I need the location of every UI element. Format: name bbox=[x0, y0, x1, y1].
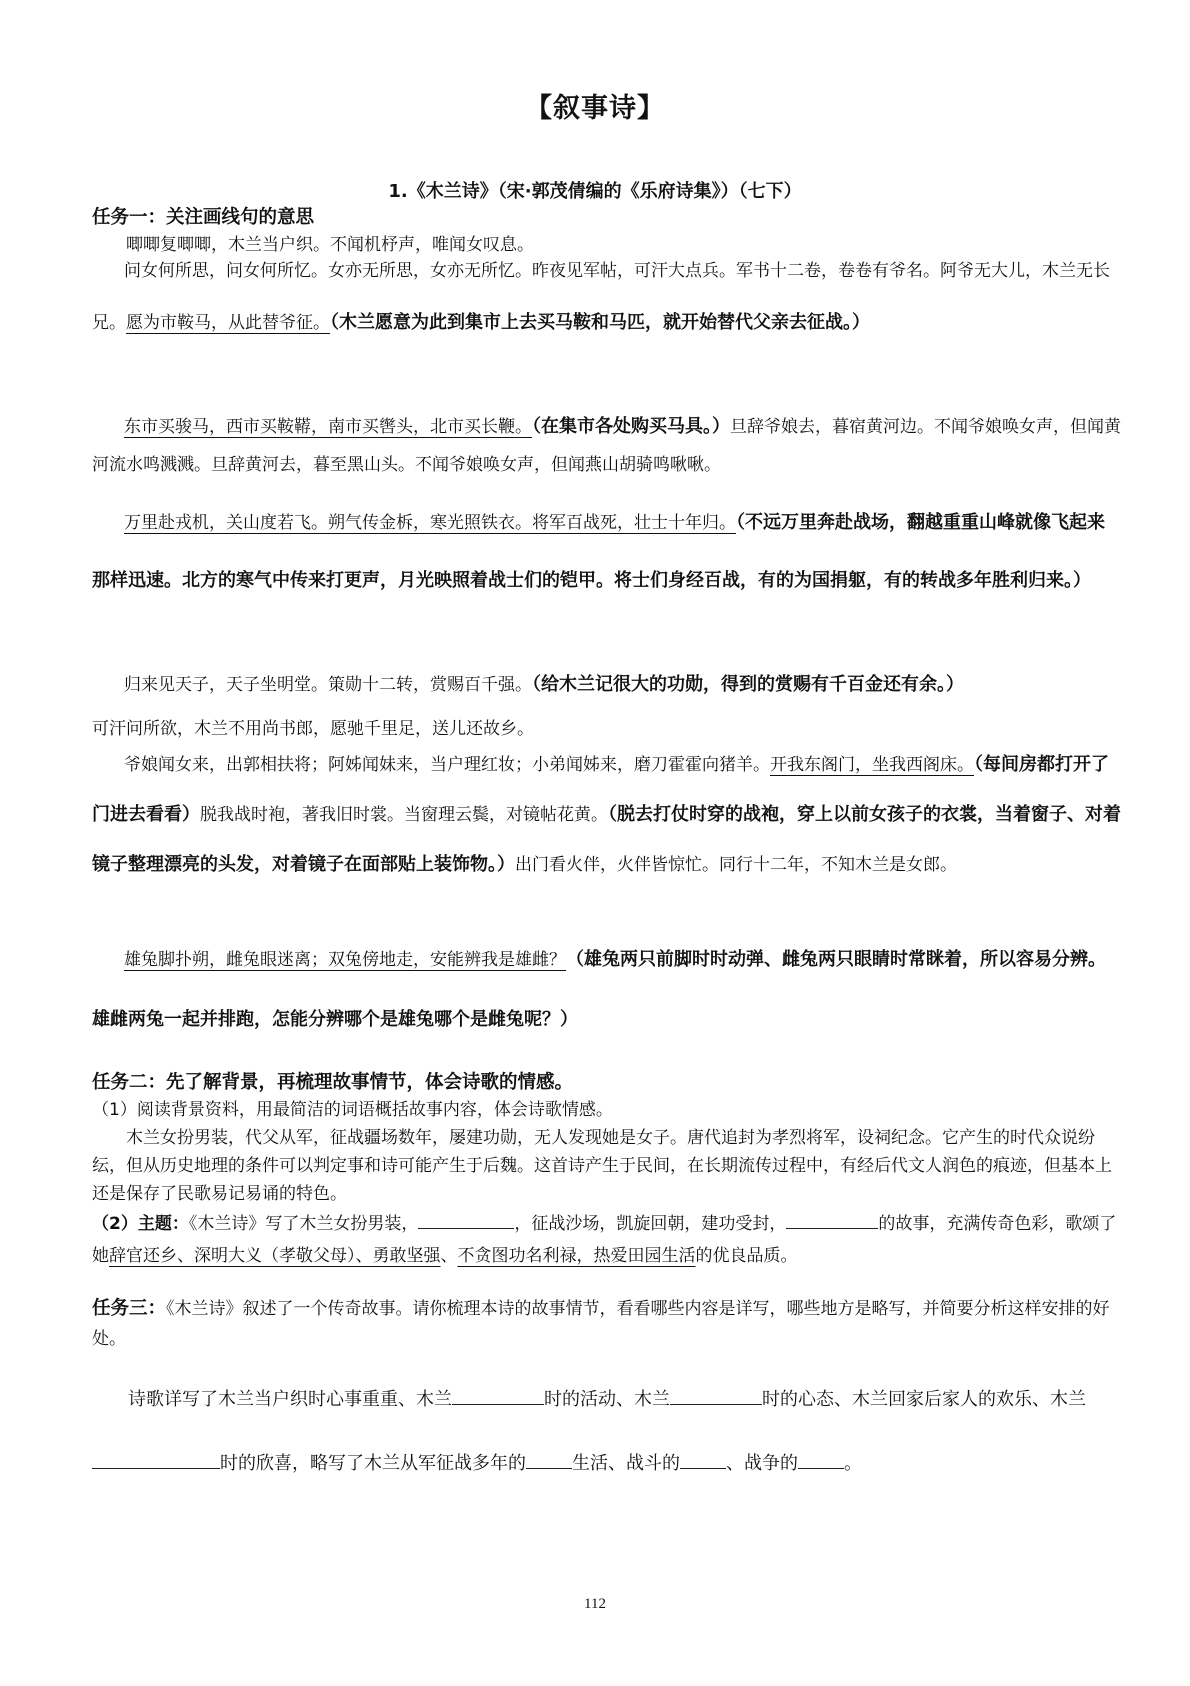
answer-blank[interactable] bbox=[526, 1450, 572, 1469]
section-title: 【叙事诗】 bbox=[525, 93, 665, 124]
task1-para-6: 可汗问所欲，木兰不用尚书郎，愿驰千里足，送儿还故乡。 bbox=[92, 719, 534, 739]
task1-para-7: 爷娘闻女来，出郭相扶将；阿姊闻妹来，当户理红妆；小弟闻姊来，磨刀霍霍向猪羊。开我东阁门，坐我西阁床。（每间房都打开了门进去看看）脱我战时袍，著我旧时裳。当窗理云鬓，对镜帖花黄。（脱去打仗时穿的战袍，穿上以前女孩子的衣裳，当着窗子、对着镜子整理漂亮的头发，对着镜子在面部贴上装饰物。）出门看火伴，火伴皆惊忙。同行十二年，不知木兰是女郎。 bbox=[92, 754, 1121, 875]
task1-para-4: 万里赴戎机，关山度若飞。朔气传金柝，寒光照铁衣。将军百战死，壮士十年归。（不远万里奔赴战场，翻越重重山峰就像飞起来那样迅速。北方的寒气中传来打更声，月光映照着战士们的铠甲。将士们身经百战，有的为国捐躯，有的转战多年胜利归来。） bbox=[92, 512, 1105, 591]
answer-blank[interactable] bbox=[92, 1450, 220, 1469]
task2-question-1: （1）阅读背景资料，用最简洁的词语概括故事内容，体会诗歌情感。 bbox=[92, 1100, 613, 1120]
task1-para-1: 唧唧复唧唧，木兰当户织。不闻机杼声，唯闻女叹息。 bbox=[126, 235, 534, 255]
answer-blank[interactable] bbox=[798, 1450, 844, 1469]
answer-blank[interactable] bbox=[670, 1386, 762, 1405]
task3-answer: 诗歌详写了木兰当户织时心事重重、木兰 时的活动、木兰 时的心态、木兰回家后家人的欢乐、木兰时的欣喜，略写了木兰从军征战多年的 生活、战斗的 、战争的 。 bbox=[92, 1368, 1122, 1496]
answer-blank[interactable] bbox=[786, 1210, 878, 1229]
task2-background: 木兰女扮男装，代父从军，征战疆场数年，屡建功勋，无人发现她是女子。唐代追封为孝烈将军，设祠纪念。它产生的时代众说纷纭，但从历史地理的条件可以判定事和诗可能产生于后魏。这首诗产生于民间，在长期流传过程中，有经后代文人润色的痕迹，但基本上还是保存了民歌易记易诵的特色。 bbox=[92, 1128, 1112, 1204]
task3-question: 任务三：《木兰诗》叙述了一个传奇故事。请你梳理本诗的故事情节，看看哪些内容是详写，哪些地方是略写，并简要分析这样安排的好处。 bbox=[92, 1298, 1110, 1349]
task2-heading: 任务二：先了解背景，再梳理故事情节，体会诗歌的情感。 bbox=[92, 1072, 574, 1093]
page-number: 112 bbox=[584, 1596, 606, 1612]
answer-blank[interactable] bbox=[452, 1386, 544, 1405]
task1-para-2: 问女何所思，问女何所忆。女亦无所思，女亦无所忆。昨夜见军帖，可汗大点兵。军书十二卷，卷卷有爷名。阿爷无大儿，木兰无长兄。愿为市鞍马，从此替爷征。（木兰愿意为此到集市上去买马鞍和马匹，就开始替代父亲去征战。） bbox=[92, 261, 1110, 333]
task1-para-3: 东市买骏马，西市买鞍鞯，南市买辔头，北市买长鞭。（在集市各处购买马具。）旦辞爷娘去，暮宿黄河边。不闻爷娘唤女声，但闻黄河流水鸣溅溅。旦辞黄河去，暮至黑山头。不闻爷娘唤女声，但闻燕山胡骑鸣啾啾。 bbox=[92, 416, 1121, 475]
task1-para-5: 归来见天子，天子坐明堂。策勋十二转，赏赐百千强。（给木兰记很大的功勋，得到的赏赐有千百金还有余。） bbox=[124, 674, 964, 695]
poem-subtitle: 1.《木兰诗》（宋·郭茂倩编的《乐府诗集》）（七下） bbox=[388, 181, 802, 202]
task1-para-8: 雄兔脚扑朔，雌兔眼迷离；双兔傍地走，安能辨我是雄雌？（雄兔两只前脚时时动弹、雌兔两只眼睛时常眯着，所以容易分辨。雄雌两兔一起并排跑，怎能分辨哪个是雄兔哪个是雌兔呢？） bbox=[92, 949, 1106, 1030]
answer-blank[interactable] bbox=[418, 1210, 514, 1229]
answer-blank[interactable] bbox=[680, 1450, 726, 1469]
task1-heading: 任务一：关注画线句的意思 bbox=[92, 207, 315, 228]
task2-question-2: （2）主题：《木兰诗》写了木兰女扮男装， ，征战沙场，凯旋回朝，建功受封， 的故事，充满传奇色彩，歌颂了她辞官还乡、深明大义（孝敬父母）、勇敢坚强、不贪图功名利禄，热爱田园生活的优良品质。 bbox=[92, 1208, 1122, 1272]
